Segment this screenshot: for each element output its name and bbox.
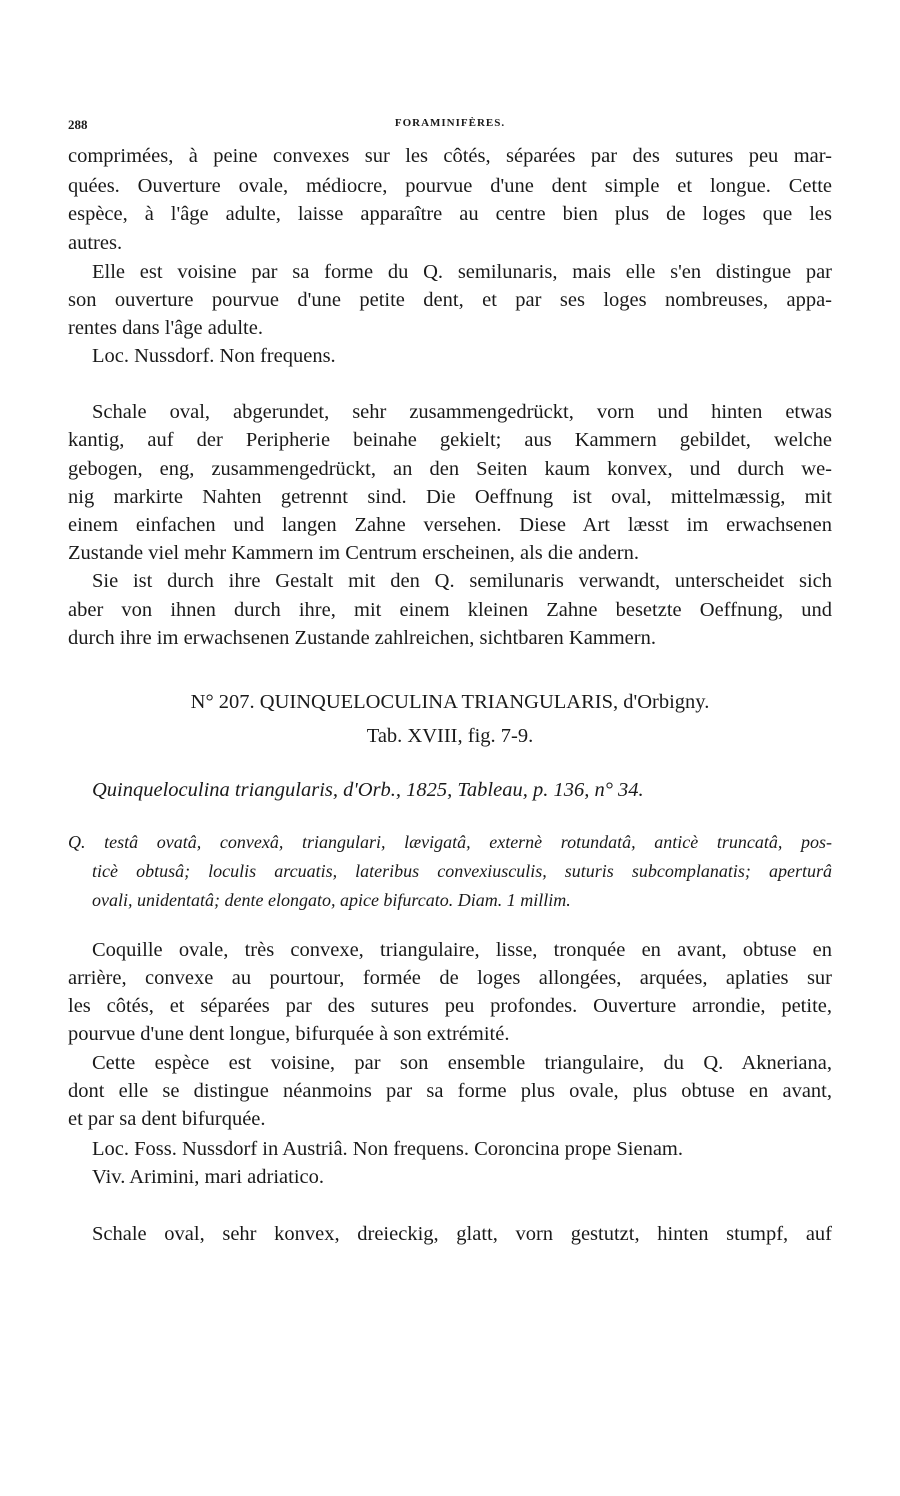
text-line: nig markirte Nahten getrennt sind. Die Oeffnung ist oval, mittelmæssig, mit: [68, 486, 832, 508]
text-line: Sie ist durch ihre Gestalt mit den Q. semilunaris verwandt, unterscheidet sich: [92, 570, 832, 592]
locality-line: Viv. Arimini, mari adriatico.: [92, 1166, 324, 1188]
species-heading: N° 207. QUINQUELOCULINA TRIANGULARIS, d'Orbigny.: [190, 691, 710, 713]
text-line: einem einfachen und langen Zahne versehen. Diese Art læsst im erwachsenen: [68, 514, 832, 536]
text-line: autres.: [68, 232, 123, 254]
text-line: Loc. Nussdorf. Non frequens.: [92, 345, 336, 367]
running-title: FORAMINIFÈRES.: [394, 117, 506, 129]
text-line: Coquille ovale, très convexe, triangulaire, lisse, tronquée en avant, obtuse en: [92, 939, 832, 961]
text-line: aber von ihnen durch ihre, mit einem kleinen Zahne besetzte Oeffnung, und: [68, 599, 832, 621]
text-line: Schale oval, abgerundet, sehr zusammengedrückt, vorn und hinten etwas: [92, 401, 832, 423]
text-line: gebogen, eng, zusammengedrückt, an den Seiten kaum konvex, und durch we-: [68, 458, 832, 480]
text-line: espèce, à l'âge adulte, laisse apparaître au centre bien plus de loges que les: [68, 203, 832, 225]
page-header: [68, 117, 832, 137]
text-line: quées. Ouverture ovale, médiocre, pourvue d'une dent simple et longue. Cette: [68, 175, 832, 197]
text-line: rentes dans l'âge adulte.: [68, 317, 263, 339]
locality-line: Loc. Foss. Nussdorf in Austriâ. Non frequens. Coroncina prope Sienam.: [92, 1138, 683, 1160]
plate-reference: Tab. XVIII, fig. 7-9.: [366, 725, 534, 747]
page-number: 288: [68, 117, 88, 132]
text-line: dont elle se distingue néanmoins par sa forme plus ovale, plus obtuse en avant,: [68, 1080, 832, 1102]
text-line: Cette espèce est voisine, par son ensemble triangulaire, du Q. Akneriana,: [92, 1052, 832, 1074]
synonymy-line: Quinqueloculina triangularis, d'Orb., 1825, Tableau, p. 136, n° 34.: [92, 779, 644, 801]
diagnosis-line: ovali, unidentatâ; dente elongato, apice bifurcato. Diam. 1 millim.: [92, 890, 571, 910]
text-line: arrière, convexe au pourtour, formée de loges allongées, arquées, aplaties sur: [68, 967, 832, 989]
text-line: kantig, auf der Peripherie beinahe gekielt; aus Kammern gebildet, welche: [68, 429, 832, 451]
text-line: Schale oval, sehr konvex, dreieckig, glatt, vorn gestutzt, hinten stumpf, auf: [92, 1223, 832, 1245]
text-line: pourvue d'une dent longue, bifurquée à son extrémité.: [68, 1023, 510, 1045]
text-line: Elle est voisine par sa forme du Q. semilunaris, mais elle s'en distingue par: [92, 261, 832, 283]
text-line: son ouverture pourvue d'une petite dent, et par ses loges nombreuses, appa-: [68, 289, 832, 311]
text-line: les côtés, et séparées par des sutures peu profondes. Ouverture arrondie, petite,: [68, 995, 832, 1017]
text-line: et par sa dent bifurquée.: [68, 1108, 266, 1130]
text-line: comprimées, à peine convexes sur les côtés, séparées par des sutures peu mar-: [68, 145, 832, 167]
diagnosis-line: Q. testâ ovatâ, convexâ, triangulari, lævigatâ, externè rotundatâ, anticè truncatâ, pos-: [68, 832, 832, 852]
text-line: Zustande viel mehr Kammern im Centrum erscheinen, als die andern.: [68, 542, 639, 564]
diagnosis-line: ticè obtusâ; loculis arcuatis, lateribus convexiusculis, suturis subcomplanatis; aperturâ: [92, 861, 832, 881]
text-line: durch ihre im erwachsenen Zustande zahlreichen, sichtbaren Kammern.: [68, 627, 656, 649]
